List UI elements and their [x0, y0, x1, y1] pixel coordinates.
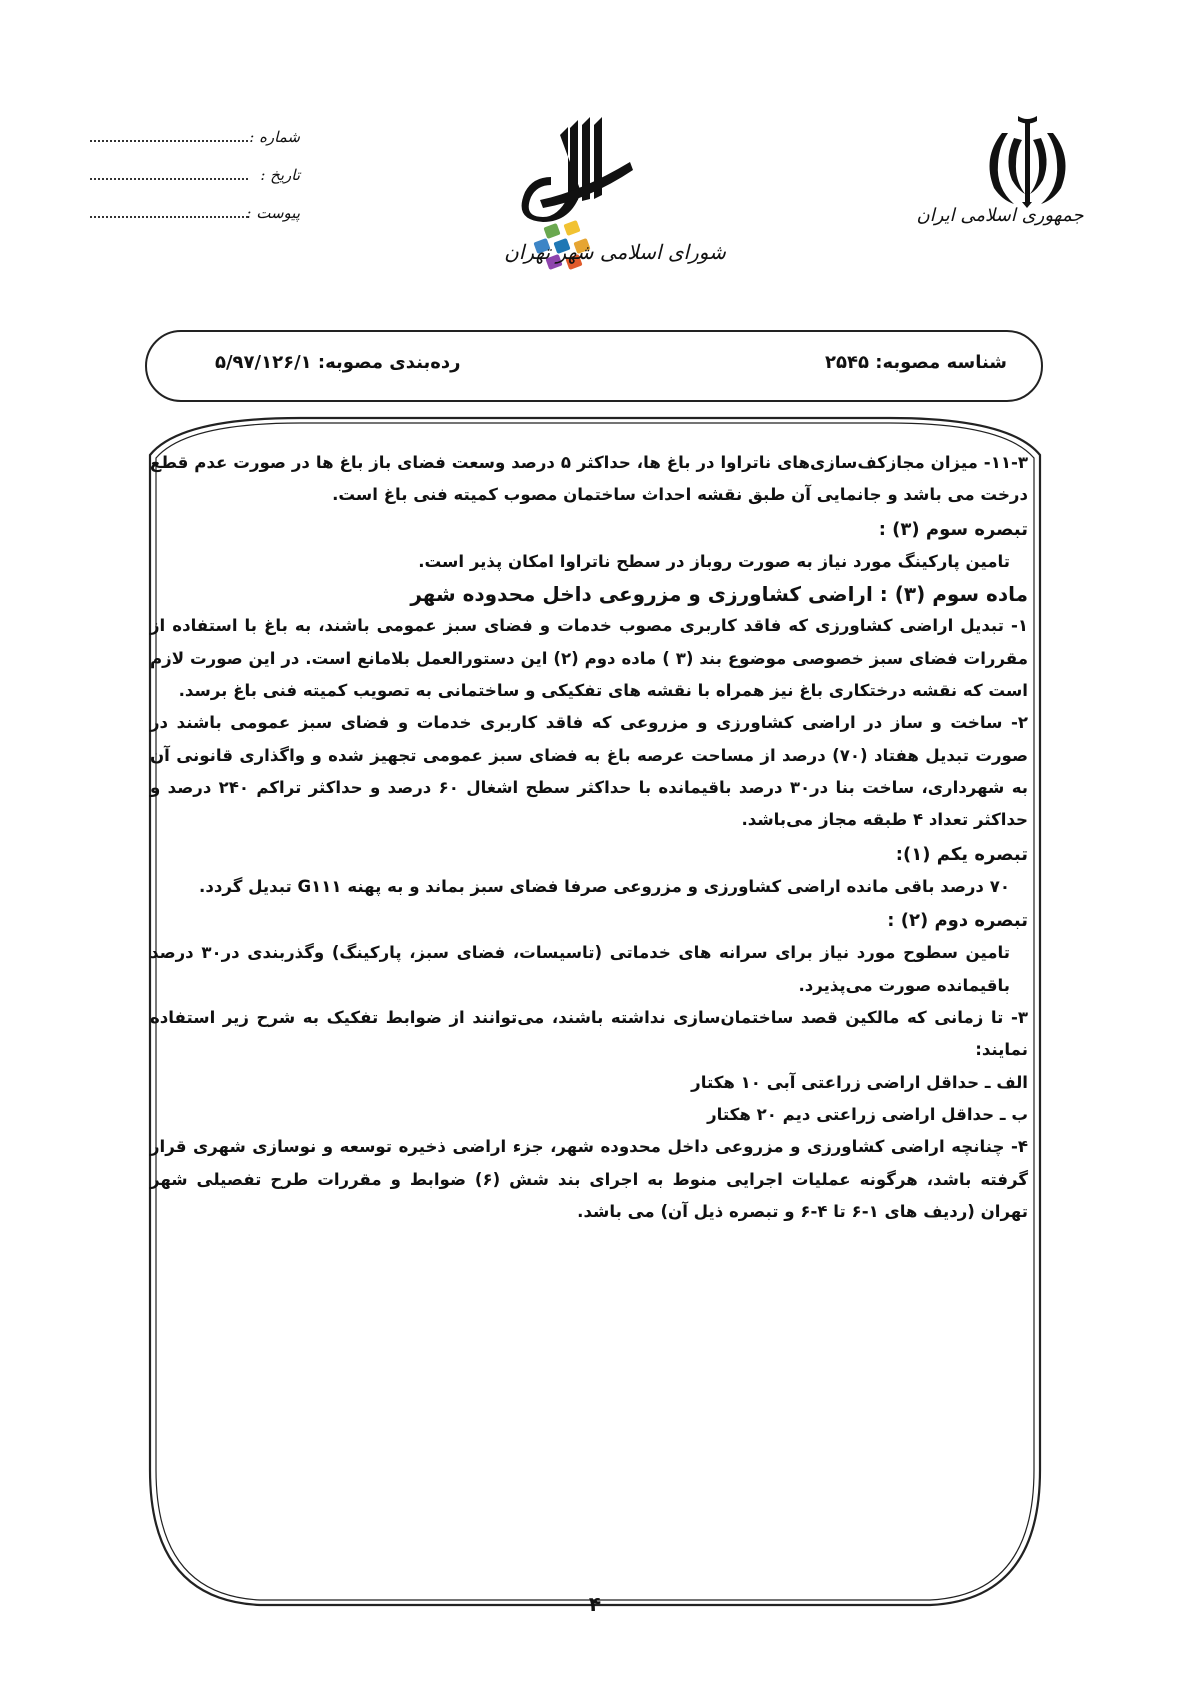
- resolution-id-value: ۲۵۴۵: [825, 352, 869, 373]
- resolution-id-box: [145, 330, 1043, 402]
- paragraph-3-item-a: الف ـ حداقل اراضی زراعتی آبی ۱۰ هکتار: [691, 1072, 1028, 1092]
- iran-emblem-icon: [980, 108, 1075, 208]
- attachment-field: [90, 204, 300, 226]
- date-dotted-line: [90, 178, 248, 180]
- logo-color-tile: [563, 220, 580, 236]
- attachment-label: پیوست :: [246, 204, 300, 222]
- republic-name: جمهوری اسلامی ایران: [916, 205, 1084, 226]
- paragraph-4: ۴- چنانچه اراضی کشاورزی و مزروعی داخل محدوده شهر، جزء اراضی ذخیره توسعه و نوسازی شهری قرار گرفته باشد، هرگونه عملیات اجرایی منوط به اجرای بند شش (۶) ضوابط و مقررات طرح تفصیلی شهر تهران (ردیف های ۱-۶ تا ۴-۶ و تبصره ذیل آن) می باشد.: [150, 1137, 1028, 1221]
- paragraph-11-3: ۱۱-۳- میزان مجازکف‌سازی‌های ناتراوا در باغ ها، حداکثر ۵ درصد وسعت فضای باز باغ ها در صورت عدم قطع درخت می باشد و جانمایی آن طبق نقشه احداث ساختمان مصوب کمیته فنی باغ است.: [150, 453, 1028, 505]
- note-2-heading: تبصره دوم (۲) :: [887, 910, 1028, 932]
- attachment-dotted-line: [90, 216, 248, 218]
- note-1-text: ۷۰ درصد باقی مانده اراضی کشاورزی و مزروعی صرفا فضای سبز بماند و به پهنه G۱۱۱ تبدیل گردد.: [199, 876, 1010, 896]
- resolution-classification: [215, 352, 460, 373]
- page-number: ۴: [588, 1592, 602, 1616]
- note-3-text: تامین پارکینگ مورد نیاز به صورت روباز در سطح ناتراوا امکان پذیر است.: [418, 551, 1010, 571]
- council-name: شورای اسلامی شهر تهران: [504, 240, 726, 264]
- number-dotted-line: [90, 140, 248, 142]
- paragraph-2: ۲- ساخت و ساز در اراضی کشاورزی و مزروعی که فاقد کاربری خدمات و فضای سبز عمومی باشند در صورت تبدیل هفتاد (۷۰) درصد از مساحت عرصه باغ به فضای سبز عمومی تجهیز شده و واگذاری قانونی آن به شهرداری، ساخت بنا در۳۰ درصد باقیمانده با حداکثر سطح اشغال ۶۰ درصد و حداکثر تراکم ۲۴۰ درصد و حداکثر تعداد ۴ طبقه مجاز می‌باشد.: [150, 713, 1028, 830]
- resolution-classification-value: ۵/۹۷/۱۲۶/۱: [215, 352, 312, 373]
- resolution-id: [825, 352, 1007, 373]
- resolution-id-label: شناسه مصوبه:: [875, 352, 1007, 373]
- number-label: شماره :: [249, 128, 300, 146]
- paragraph-3-item-b: ب ـ حداقل اراضی زراعتی دیم ۲۰ هکتار: [707, 1104, 1028, 1124]
- number-field: [90, 128, 300, 150]
- article-3-heading: ماده سوم (۳) : اراضی کشاورزی و مزروعی داخل محدوده شهر: [410, 582, 1028, 607]
- resolution-classification-label: رده‌بندی مصوبه:: [317, 352, 461, 373]
- note-1-heading: تبصره یکم (۱):: [895, 843, 1028, 865]
- date-field: [90, 166, 300, 188]
- note-2-text: تامین سطوح مورد نیاز برای سرانه های خدماتی (تاسیسات، فضای سبز، پارکینگ) وگذربندی در۳۰ درصد باقیمانده صورت می‌پذیرد.: [150, 943, 1011, 995]
- note-3-heading: تبصره سوم (۳) :: [878, 518, 1028, 540]
- paragraph-1: ۱- تبدیل اراضی کشاورزی که فاقد کاربری مصوب خدمات و فضای سبز عمومی باشند، به باغ با استفاده از مقررات فضای سبز خصوصی موضوع بند (۳ ) ماده دوم (۲) این دستورالعمل بلامانع است. در این صورت لازم است که نقشه درختکاری باغ نیز همراه با نقشه های تفکیکی و ساختمانی به تصویب کمیته فنی باغ برسد.: [150, 616, 1028, 701]
- document-body: [150, 447, 1028, 1228]
- date-label: تاریخ :: [260, 166, 300, 184]
- paragraph-3: ۳- تا زمانی که مالکین قصد ساختمان‌سازی نداشته باشند، می‌توانند از ضوابط تفکیک به شرح زیر استفاده نمایند:: [150, 1008, 1028, 1060]
- logo-color-tile: [543, 223, 560, 239]
